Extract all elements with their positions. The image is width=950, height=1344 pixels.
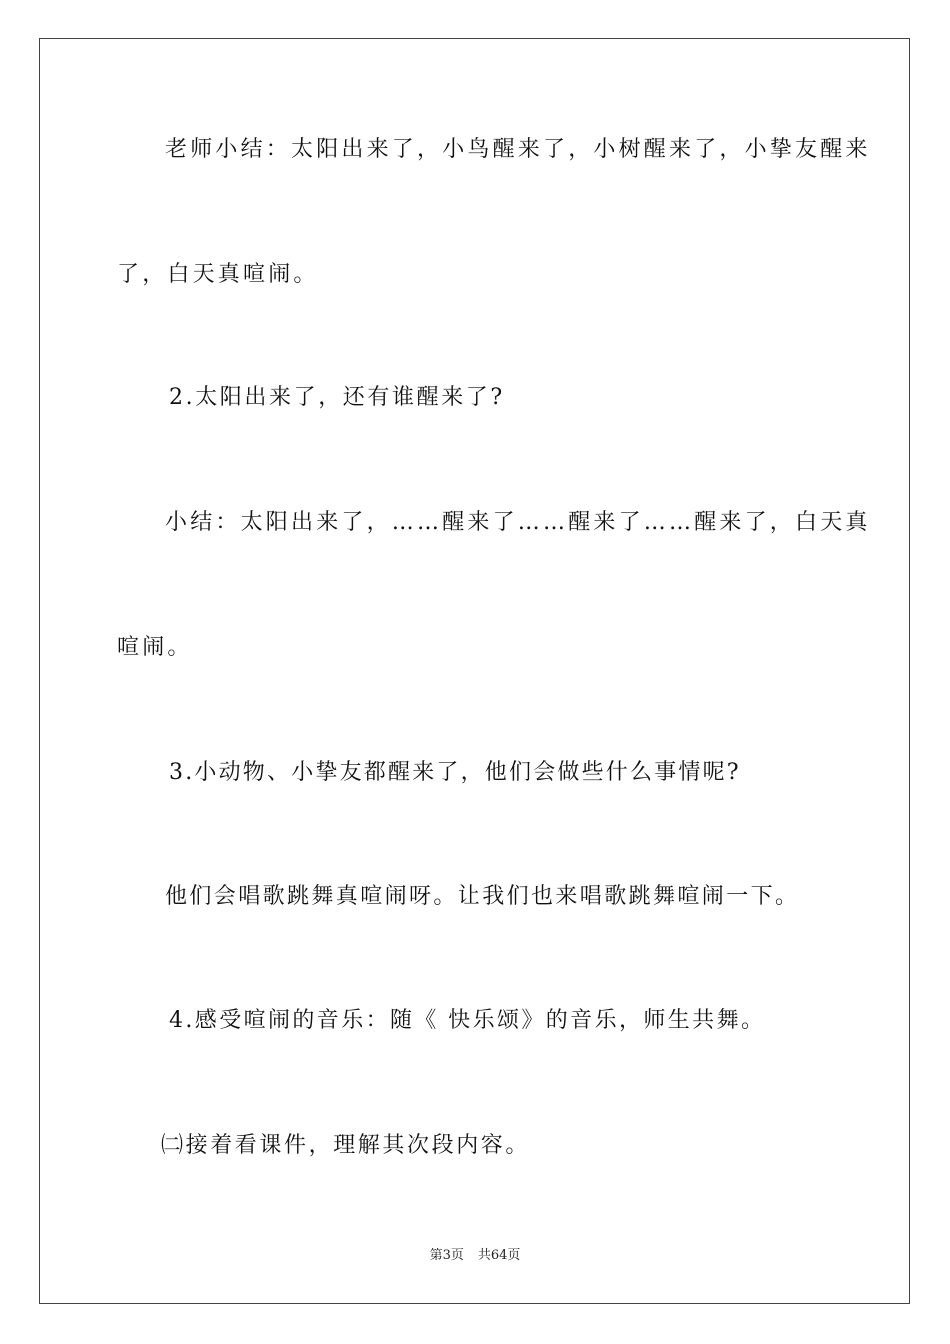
paragraph-line: 3.小动物、小挚友都醒来了，他们会做些什么事情呢? [169,760,741,785]
page-footer [0,1247,950,1265]
paragraph-line: 他们会唱歌跳舞真喧闹呀。让我们也来唱歌跳舞喧闹一下。 [165,884,800,909]
paragraph-line: 2.太阳出来了，还有谁醒来了? [169,385,505,410]
paragraph-line: 了，白天真喧闹。 [117,262,319,287]
paragraph-line: 小结：太阳出来了，……醒来了……醒来了……醒来了，白天真 [165,510,871,535]
page-border [39,38,910,1304]
paragraph-line: ㈡接着看课件，理解其次段内容。 [161,1133,531,1158]
page-number: 第3页 [429,1248,464,1263]
paragraph-line: 喧闹。 [117,635,193,660]
paragraph-line: 4.感受喧闹的音乐：随《 快乐颂》的音乐，师生共舞。 [169,1008,766,1033]
paragraph-line: 老师小结：太阳出来了，小鸟醒来了，小树醒来了，小挚友醒来 [165,137,871,162]
page-total: 共64页 [477,1248,521,1263]
